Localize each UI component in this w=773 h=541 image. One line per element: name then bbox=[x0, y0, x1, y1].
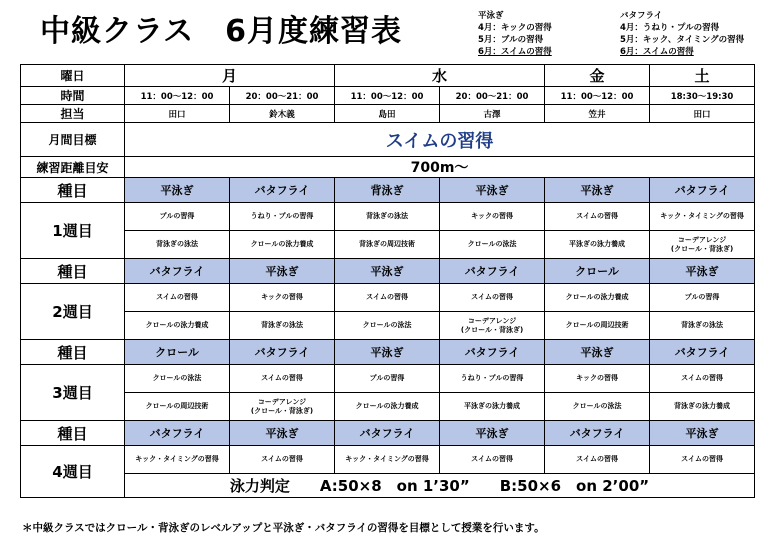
stroke-cell: 平泳ぎ bbox=[545, 178, 650, 203]
day-sat: 土 bbox=[650, 65, 755, 87]
notes-breaststroke bbox=[478, 10, 552, 58]
distance-label: 練習距離目安 bbox=[21, 157, 125, 178]
drill-cell: クロールの泳力養成 bbox=[230, 231, 335, 259]
coach-cell: 田口 bbox=[650, 105, 755, 123]
drill-cell: スイムの習得 bbox=[230, 446, 335, 474]
note-line: 平泳ぎ bbox=[478, 11, 504, 21]
drill-row bbox=[21, 446, 755, 474]
stroke-cell: バタフライ bbox=[650, 178, 755, 203]
distance-row bbox=[21, 157, 755, 178]
stroke-cell: 平泳ぎ bbox=[650, 421, 755, 446]
note-line: 5月：キック、タイミングの習得 bbox=[620, 35, 745, 45]
stroke-label: 種目 bbox=[21, 178, 125, 203]
time-cell: 18:30～19:30 bbox=[650, 87, 755, 105]
drill-cell: 背泳ぎの周辺技術 bbox=[335, 231, 440, 259]
drill-cell: スイムの習得 bbox=[545, 203, 650, 231]
drill-cell: プルの習得 bbox=[125, 203, 230, 231]
drill-cell: スイムの習得 bbox=[335, 284, 440, 312]
drill-cell: うねり・プルの習得 bbox=[440, 365, 545, 393]
stroke-cell: 平泳ぎ bbox=[440, 421, 545, 446]
drill-cell: コーデアレンジ (クロール・背泳ぎ) bbox=[650, 231, 755, 259]
stroke-cell: 平泳ぎ bbox=[125, 178, 230, 203]
stroke-cell: クロール bbox=[125, 340, 230, 365]
drill-cell: スイムの習得 bbox=[230, 365, 335, 393]
stroke-cell: バタフライ bbox=[650, 340, 755, 365]
day-fri: 金 bbox=[545, 65, 650, 87]
drill-cell: キック・タイミングの習得 bbox=[335, 446, 440, 474]
drill-cell: コーデアレンジ (クロール・背泳ぎ) bbox=[230, 393, 335, 421]
stroke-cell: バタフライ bbox=[230, 178, 335, 203]
drill-cell: クロールの泳法 bbox=[440, 231, 545, 259]
stroke-cell: 平泳ぎ bbox=[230, 421, 335, 446]
drill-cell: クロールの泳法 bbox=[125, 365, 230, 393]
drill-cell: プルの習得 bbox=[335, 365, 440, 393]
stroke-cell: 平泳ぎ bbox=[545, 340, 650, 365]
drill-cell: クロールの泳力養成 bbox=[125, 312, 230, 340]
stroke-row bbox=[21, 259, 755, 284]
stroke-label: 種目 bbox=[21, 259, 125, 284]
footnote: ＊中級クラスではクロール・背泳ぎのレベルアップと平泳ぎ・バタフライの習得を目標として授業を行います。 bbox=[22, 522, 545, 534]
drill-cell: クロールの周辺技術 bbox=[545, 312, 650, 340]
drill-cell: スイムの習得 bbox=[440, 284, 545, 312]
drill-cell: クロールの周辺技術 bbox=[125, 393, 230, 421]
coach-cell: 古澤 bbox=[440, 105, 545, 123]
drill-cell: クロールの泳法 bbox=[335, 312, 440, 340]
coach-cell: 鈴木義 bbox=[230, 105, 335, 123]
coach-cell: 島田 bbox=[335, 105, 440, 123]
coach-row bbox=[21, 105, 755, 123]
drill-cell: 背泳ぎの泳力養成 bbox=[650, 393, 755, 421]
stroke-cell: バタフライ bbox=[440, 259, 545, 284]
stroke-label: 種目 bbox=[21, 340, 125, 365]
time-cell: 11：00～12：00 bbox=[545, 87, 650, 105]
notes-butterfly bbox=[620, 10, 744, 58]
stroke-cell: 平泳ぎ bbox=[335, 340, 440, 365]
note-line: 5月：ブルの習得 bbox=[478, 35, 544, 45]
stroke-cell: 平泳ぎ bbox=[650, 259, 755, 284]
drill-cell: プルの習得 bbox=[650, 284, 755, 312]
drill-cell: 背泳ぎの泳法 bbox=[125, 231, 230, 259]
stroke-row bbox=[21, 178, 755, 203]
drill-cell: スイムの習得 bbox=[650, 365, 755, 393]
stroke-cell: バタフライ bbox=[125, 259, 230, 284]
drill-row bbox=[21, 393, 755, 421]
drill-row bbox=[21, 231, 755, 259]
week2-label: 2週目 bbox=[21, 284, 125, 340]
day-label: 曜日 bbox=[21, 65, 125, 87]
stroke-cell: バタフライ bbox=[230, 340, 335, 365]
stroke-row bbox=[21, 340, 755, 365]
coach-label: 担当 bbox=[21, 105, 125, 123]
drill-cell: 背泳ぎの泳法 bbox=[230, 312, 335, 340]
time-row bbox=[21, 87, 755, 105]
drill-cell: 背泳ぎの泳法 bbox=[650, 312, 755, 340]
week4-label: 4週目 bbox=[21, 446, 125, 498]
coach-cell: 田口 bbox=[125, 105, 230, 123]
schedule-table bbox=[20, 64, 755, 498]
stroke-cell: 平泳ぎ bbox=[335, 259, 440, 284]
note-line: 6月：スイムの習得 bbox=[478, 47, 552, 57]
drill-cell: スイムの習得 bbox=[545, 446, 650, 474]
stroke-cell: 背泳ぎ bbox=[335, 178, 440, 203]
stroke-cell: 平泳ぎ bbox=[440, 178, 545, 203]
drill-cell: キック・タイミングの習得 bbox=[650, 203, 755, 231]
time-cell: 20：00～21：00 bbox=[230, 87, 335, 105]
note-line: 6月：スイムの習得 bbox=[620, 47, 694, 57]
goal-label: 月間目標 bbox=[21, 123, 125, 157]
stroke-label: 種目 bbox=[21, 421, 125, 446]
drill-cell: スイムの習得 bbox=[440, 446, 545, 474]
drill-cell: スイムの習得 bbox=[125, 284, 230, 312]
drill-cell: キックの習得 bbox=[440, 203, 545, 231]
drill-cell: クロールの泳力養成 bbox=[545, 284, 650, 312]
stroke-cell: バタフライ bbox=[545, 421, 650, 446]
time-cell: 20：00～21：00 bbox=[440, 87, 545, 105]
drill-cell: 平泳ぎの泳力養成 bbox=[440, 393, 545, 421]
drill-row bbox=[21, 312, 755, 340]
drill-cell: うねり・プルの習得 bbox=[230, 203, 335, 231]
drill-cell: キック・タイミングの習得 bbox=[125, 446, 230, 474]
coach-cell: 笠井 bbox=[545, 105, 650, 123]
time-cell: 11：00～12：00 bbox=[335, 87, 440, 105]
day-mon: 月 bbox=[125, 65, 335, 87]
distance-value: 700m～ bbox=[125, 157, 755, 178]
page-title: 中級クラス 6月度練習表 bbox=[40, 14, 402, 49]
drill-cell: 平泳ぎの泳力養成 bbox=[545, 231, 650, 259]
stroke-cell: バタフライ bbox=[440, 340, 545, 365]
drill-cell: クロールの泳法 bbox=[545, 393, 650, 421]
day-row bbox=[21, 65, 755, 87]
week3-label: 3週目 bbox=[21, 365, 125, 421]
note-line: 4月：うねり・プルの習得 bbox=[620, 23, 720, 33]
drill-cell: キックの習得 bbox=[545, 365, 650, 393]
stroke-cell: バタフライ bbox=[125, 421, 230, 446]
drill-cell: スイムの習得 bbox=[650, 446, 755, 474]
drill-cell: コーデアレンジ (クロール・背泳ぎ) bbox=[440, 312, 545, 340]
stroke-row bbox=[21, 421, 755, 446]
drill-cell: 背泳ぎの泳法 bbox=[335, 203, 440, 231]
monthly-goal: スイムの習得 bbox=[125, 123, 755, 157]
week1-label: 1週目 bbox=[21, 203, 125, 259]
goal-row bbox=[21, 123, 755, 157]
stroke-cell: クロール bbox=[545, 259, 650, 284]
drill-row bbox=[21, 284, 755, 312]
day-wed: 水 bbox=[335, 65, 545, 87]
drill-cell: クロールの泳力養成 bbox=[335, 393, 440, 421]
drill-cell: キックの習得 bbox=[230, 284, 335, 312]
stroke-cell: 平泳ぎ bbox=[230, 259, 335, 284]
stroke-cell: バタフライ bbox=[335, 421, 440, 446]
note-line: バタフライ bbox=[620, 11, 663, 21]
time-label: 時間 bbox=[21, 87, 125, 105]
judge-row bbox=[21, 474, 755, 498]
swim-ability-test: 泳力判定 A:50×8 on 1’30” B:50×6 on 2’00” bbox=[125, 474, 755, 498]
time-cell: 11：00～12：00 bbox=[125, 87, 230, 105]
drill-row bbox=[21, 365, 755, 393]
drill-row bbox=[21, 203, 755, 231]
note-line: 4月：キックの習得 bbox=[478, 23, 552, 33]
